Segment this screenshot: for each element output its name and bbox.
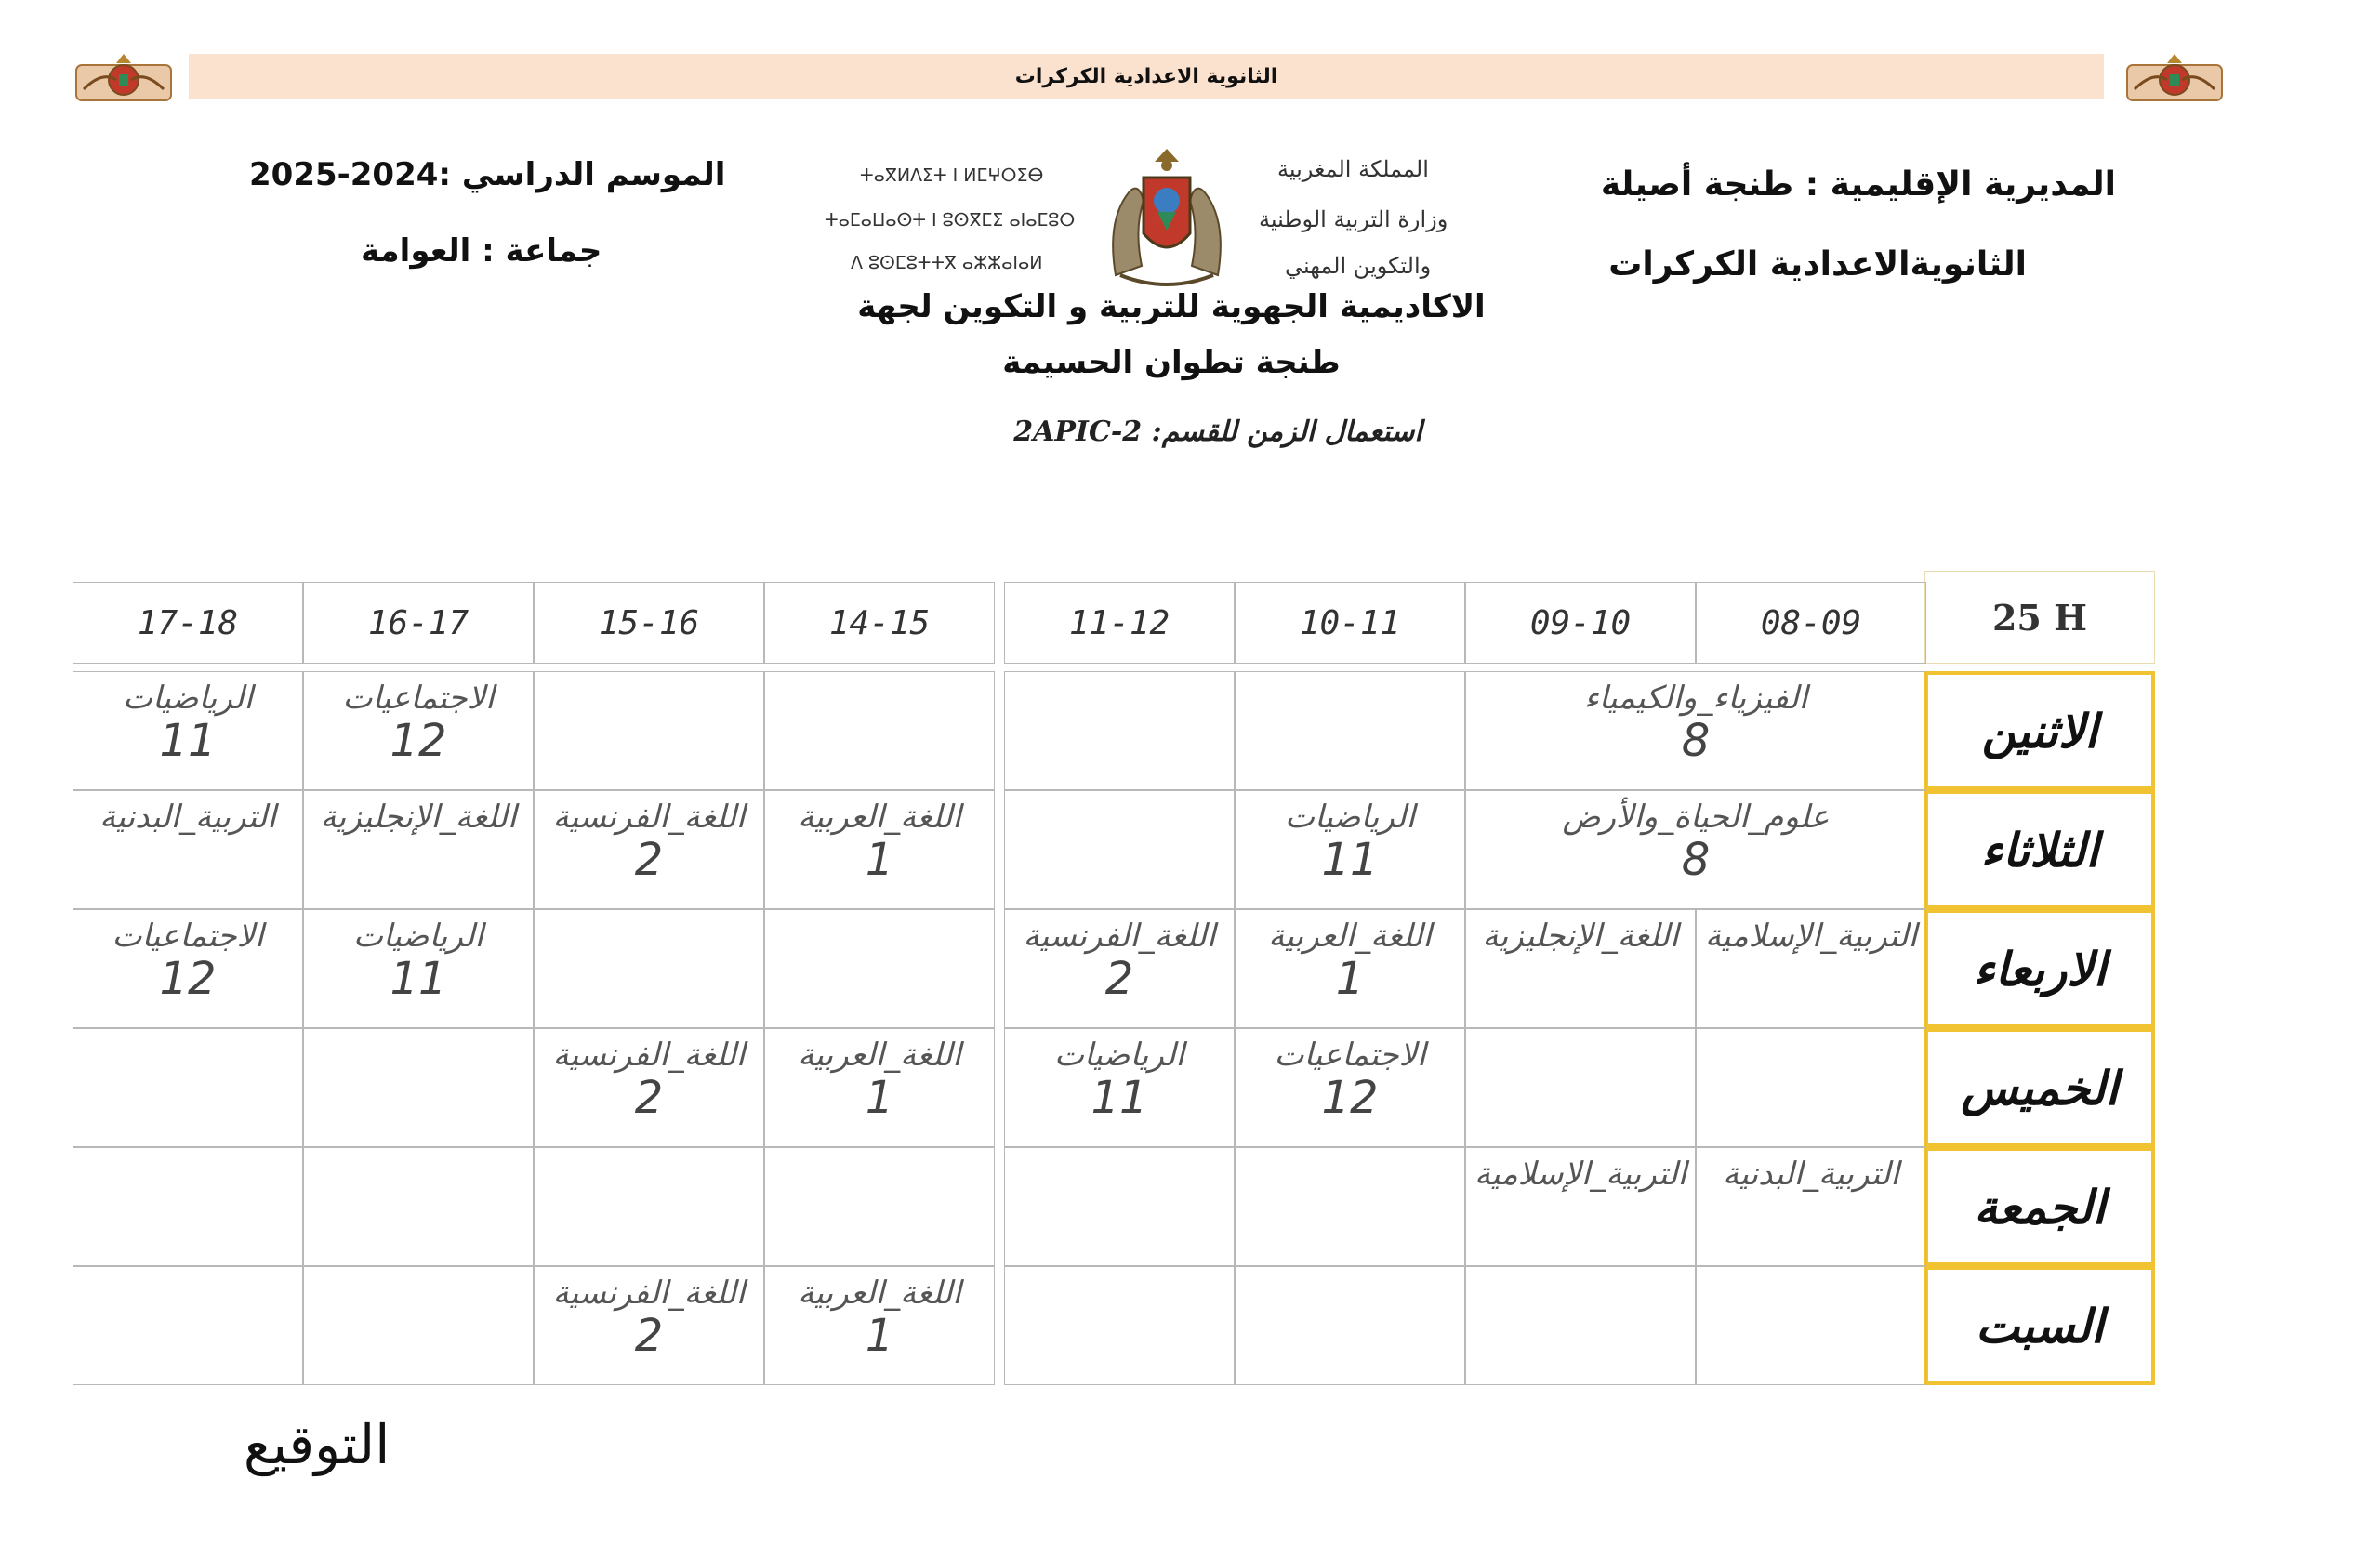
schedule-cell[interactable] (1465, 1147, 1696, 1266)
subject-name: اللغة_الفرنسية (552, 1274, 746, 1312)
room-number: 12 (390, 715, 447, 767)
schedule-title: استعمال الزمن للقسم: 2APIC-2 (1013, 416, 1422, 448)
schedule-cell[interactable] (534, 790, 764, 909)
subject-name: التربية_البدنية (1723, 1155, 1899, 1193)
schedule-cell[interactable] (1465, 1266, 1696, 1385)
subject-name: اللغة_الإنجليزية (1482, 918, 1679, 955)
schedule-cell[interactable] (1004, 1266, 1235, 1385)
room-number: 1 (865, 1072, 894, 1124)
schedule-cell[interactable] (1004, 909, 1235, 1028)
hours-total-cell (1924, 571, 2155, 664)
time-slot-label: 08-09 (1760, 603, 1862, 642)
room-number: 2 (634, 1310, 664, 1362)
schedule-cell[interactable] (73, 1028, 303, 1147)
subject-name: اللغة_الفرنسية (1023, 918, 1216, 955)
day-label-cell (1924, 1147, 2155, 1266)
schedule-cell[interactable] (764, 909, 995, 1028)
subject-name: الرياضيات (123, 680, 253, 717)
time-slot-header (534, 582, 764, 664)
time-slot-label: 11-12 (1068, 603, 1170, 642)
schedule-cell[interactable] (1465, 790, 1926, 909)
subject-name: الرياضيات (353, 918, 483, 955)
time-slot-header (303, 582, 534, 664)
room-number: 11 (390, 953, 447, 1005)
school-name: الثانويةالاعدادية الكركرات (1608, 245, 2027, 284)
schedule-cell[interactable] (1465, 671, 1926, 790)
subject-name: علوم_الحياة_والأرض (1562, 799, 1830, 836)
schedule-cell[interactable] (764, 1266, 995, 1385)
time-slot-label: 14-15 (828, 603, 931, 642)
subject-name: اللغة_الفرنسية (552, 1037, 746, 1074)
academy-line-1: الاكاديمية الجهوية للتربية و التكوين لجهة (857, 288, 1486, 325)
schedule-cell[interactable] (73, 1266, 303, 1385)
time-slot-label: 16-17 (367, 603, 469, 642)
subject-name: الاجتماعيات (112, 918, 264, 955)
schedule-cell[interactable] (1235, 671, 1465, 790)
subject-name: الفيزياء_والكيمياء (1583, 680, 1808, 717)
subject-name: اللغة_الإنجليزية (320, 799, 517, 836)
day-label-cell (1924, 790, 2155, 909)
day-label-cell (1924, 671, 2155, 790)
schedule-cell[interactable] (1004, 671, 1235, 790)
room-number: 8 (1681, 834, 1711, 886)
day-label: الاربعاء (1973, 941, 2107, 997)
subject-name: الاجتماعيات (342, 680, 495, 717)
day-label: السبت (1976, 1298, 2104, 1354)
time-slot-header (1696, 582, 1926, 664)
hours-total: 25 H (1991, 596, 2087, 639)
time-slot-header (1235, 582, 1465, 664)
room-number: 1 (865, 834, 894, 886)
school-banner: الثانوية الاعدادية الكركرات (189, 54, 2104, 99)
day-label-cell (1924, 1266, 2155, 1385)
schedule-cell[interactable] (1235, 909, 1465, 1028)
room-number: 11 (1321, 834, 1379, 886)
schedule-cell[interactable] (1235, 790, 1465, 909)
schedule-cell[interactable] (1004, 790, 1235, 909)
schedule-cell[interactable] (73, 790, 303, 909)
subject-name: الرياضيات (1054, 1037, 1184, 1074)
emblem-arabic-3: والتكوين المهني (1285, 253, 1432, 279)
subject-name: التربية_الإسلامية (1704, 918, 1918, 955)
schedule-cell[interactable] (534, 909, 764, 1028)
emblem-tifinagh-3: ⴷ ⵓⵙⵎⵓⵜⵜⴳ ⴰⵣⵣⴰⵏⴰⵍ (851, 253, 1043, 273)
schedule-cell[interactable] (303, 1028, 534, 1147)
schedule-cell[interactable] (73, 909, 303, 1028)
time-slot-label: 15-16 (598, 603, 700, 642)
schedule-cell[interactable] (534, 1147, 764, 1266)
schedule-cell[interactable] (534, 1266, 764, 1385)
room-number: 1 (865, 1310, 894, 1362)
commune: جماعة : العوامة (361, 232, 602, 270)
schedule-cell[interactable] (1696, 1266, 1926, 1385)
emblem-arabic-2: وزارة التربية الوطنية (1259, 206, 1448, 232)
schedule-cell[interactable] (303, 1147, 534, 1266)
room-number: 12 (1321, 1072, 1379, 1124)
subject-name: اللغة_العربية (798, 799, 961, 836)
schedule-cell[interactable] (534, 1028, 764, 1147)
schedule-cell[interactable] (303, 671, 534, 790)
schedule-cell[interactable] (303, 790, 534, 909)
subject-name: اللغة_العربية (798, 1037, 961, 1074)
time-slot-header (764, 582, 995, 664)
subject-name: الاجتماعيات (1274, 1037, 1426, 1074)
school-year: الموسم الدراسي :2024-2025 (249, 156, 726, 193)
schedule-cell[interactable] (534, 671, 764, 790)
schedule-cell[interactable] (1004, 1028, 1235, 1147)
schedule-cell[interactable] (1235, 1266, 1465, 1385)
time-slot-header (1004, 582, 1235, 664)
room-number: 1 (1335, 953, 1365, 1005)
schedule-cell[interactable] (303, 909, 534, 1028)
schedule-cell[interactable] (1004, 1147, 1235, 1266)
subject-name: اللغة_الفرنسية (552, 799, 746, 836)
emblem-tifinagh-2: ⵜⴰⵎⴰⵡⴰⵙⵜ ⵏ ⵓⵙⴳⵎⵉ ⴰⵏⴰⵎⵓⵔ (825, 210, 1076, 231)
schedule-cell[interactable] (764, 790, 995, 909)
time-slot-label: 17-18 (137, 603, 239, 642)
day-label: الاثنين (1981, 703, 2098, 759)
day-label: الجمعة (1974, 1179, 2106, 1235)
subject-name: الرياضيات (1285, 799, 1415, 836)
subject-name: اللغة_العربية (1268, 918, 1432, 955)
room-number: 2 (634, 1072, 664, 1124)
emblem-tifinagh-1: ⵜⴰⴳⵍⴷⵉⵜ ⵏ ⵍⵎⵖⵔⵉⴱ (860, 165, 1044, 186)
signature-label: التوقيع (244, 1413, 390, 1476)
time-slot-label: 09-10 (1529, 603, 1632, 642)
emblem-arabic-1: المملكة المغربية (1277, 156, 1429, 182)
room-number: 8 (1681, 715, 1711, 767)
time-slot-label: 10-11 (1299, 603, 1401, 642)
day-label-cell (1924, 909, 2155, 1028)
room-number: 11 (159, 715, 217, 767)
schedule-cell[interactable] (764, 1028, 995, 1147)
schedule-cell[interactable] (764, 671, 995, 790)
academy-line-2: طنجة تطوان الحسيمة (1002, 344, 1341, 381)
room-number: 11 (1091, 1072, 1148, 1124)
subject-name: اللغة_العربية (798, 1274, 961, 1312)
schedule-cell[interactable] (1235, 1147, 1465, 1266)
schedule-cell[interactable] (1235, 1028, 1465, 1147)
time-slot-header (1465, 582, 1696, 664)
day-label: الثلاثاء (1980, 822, 2099, 878)
schedule-cell[interactable] (764, 1147, 995, 1266)
schedule-cell[interactable] (1696, 909, 1926, 1028)
schedule-cell[interactable] (303, 1266, 534, 1385)
schedule-cell[interactable] (73, 671, 303, 790)
room-number: 12 (159, 953, 217, 1005)
time-slot-header (73, 582, 303, 664)
day-label: الخميس (1961, 1060, 2119, 1116)
subject-name: التربية_البدنية (99, 799, 276, 836)
schedule-cell[interactable] (1696, 1147, 1926, 1266)
room-number: 2 (1104, 953, 1134, 1005)
schedule-cell[interactable] (1465, 909, 1696, 1028)
schedule-cell[interactable] (1696, 1028, 1926, 1147)
room-number: 2 (634, 834, 664, 886)
directorate: المديرية الإقليمية : طنجة أصيلة (1600, 165, 2116, 204)
subject-name: التربية_الإسلامية (1474, 1155, 1687, 1193)
schedule-cell[interactable] (1465, 1028, 1696, 1147)
day-label-cell (1924, 1028, 2155, 1147)
schedule-cell[interactable] (73, 1147, 303, 1266)
